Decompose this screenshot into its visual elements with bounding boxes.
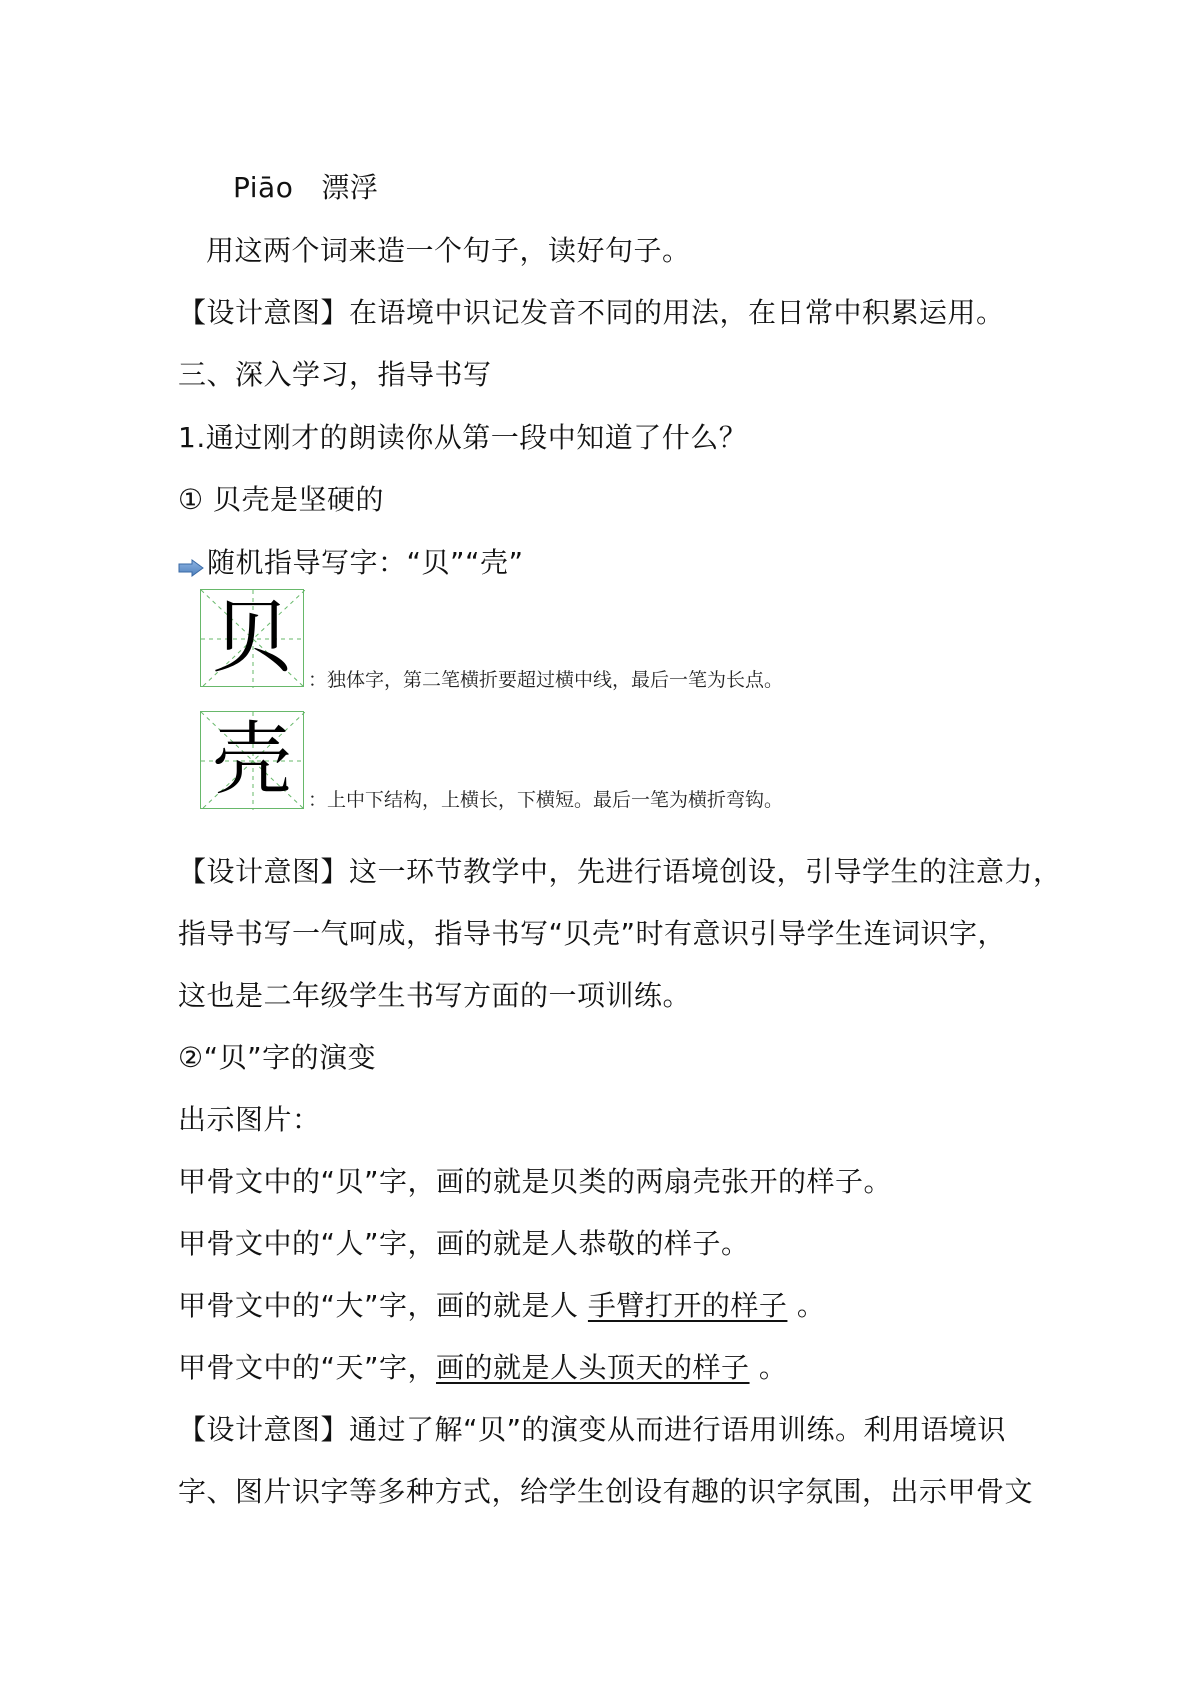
oracle-tian-blank: 画的就是人头顶天的样子 (436, 1351, 750, 1384)
pinyin-word: 漂浮 (321, 171, 379, 204)
section-heading: 三、深入学习，指导书写 (178, 358, 492, 391)
design-intent-1: 【设计意图】在语境中识记发音不同的用法，在日常中积累运用。 (178, 296, 1005, 329)
oracle-da-prefix: 甲骨文中的“大”字，画的就是人 (178, 1289, 588, 1322)
oracle-da (178, 1288, 825, 1324)
show-picture: 出示图片： (178, 1103, 321, 1136)
oracle-tian-suffix: 。 (749, 1351, 788, 1384)
writing-guide: 随机指导写字：“贝”“壳” (207, 546, 524, 579)
design-intent-2-line-2: 指导书写一气呵成，指导书写“贝壳”时有意识引导学生连词识字， (178, 917, 1007, 950)
point-2: ②“贝”字的演变 (178, 1041, 377, 1074)
character-note-ke: ：上中下结构，上横长，下横短。最后一笔为横折弯钩。 (308, 789, 784, 811)
oracle-bei: 甲骨文中的“贝”字，画的就是贝类的两扇壳张开的样子。 (178, 1165, 893, 1198)
design-intent-3-line-1: 【设计意图】通过了解“贝”的演变从而进行语用训练。利用语境识 (178, 1413, 1007, 1446)
oracle-tian-prefix: 甲骨文中的“天”字， (178, 1351, 437, 1384)
character-note-bei: ：独体字，第二笔横折要超过横中线，最后一笔为长点。 (308, 669, 784, 691)
oracle-tian (178, 1350, 787, 1386)
pinyin: Piāo (233, 171, 294, 204)
character-box-ke (200, 711, 304, 809)
character-box-bei (200, 589, 304, 687)
point-1: ① 贝壳是坚硬的 (178, 483, 385, 516)
pinyin-line (233, 170, 378, 206)
right-arrow-icon (178, 559, 204, 577)
character-bei: 贝 (212, 591, 292, 684)
character-ke: 壳 (212, 713, 292, 806)
question-1: 1.通过刚才的朗读你从第一段中知道了什么？ (178, 421, 748, 454)
design-intent-2-line-1: 【设计意图】这一环节教学中，先进行语境创设，引导学生的注意力， (178, 855, 1062, 888)
design-intent-2-line-3: 这也是二年级学生书写方面的一项训练。 (178, 979, 692, 1012)
oracle-da-suffix: 。 (787, 1289, 826, 1322)
design-intent-3-line-2: 字、图片识字等多种方式，给学生创设有趣的识字氛围，出示甲骨文 (178, 1475, 1034, 1508)
oracle-da-blank: 手臂打开的样子 (587, 1289, 788, 1322)
oracle-ren: 甲骨文中的“人”字，画的就是人恭敬的样子。 (178, 1227, 750, 1260)
sentence-task: 用这两个词来造一个句子，读好句子。 (206, 234, 691, 267)
